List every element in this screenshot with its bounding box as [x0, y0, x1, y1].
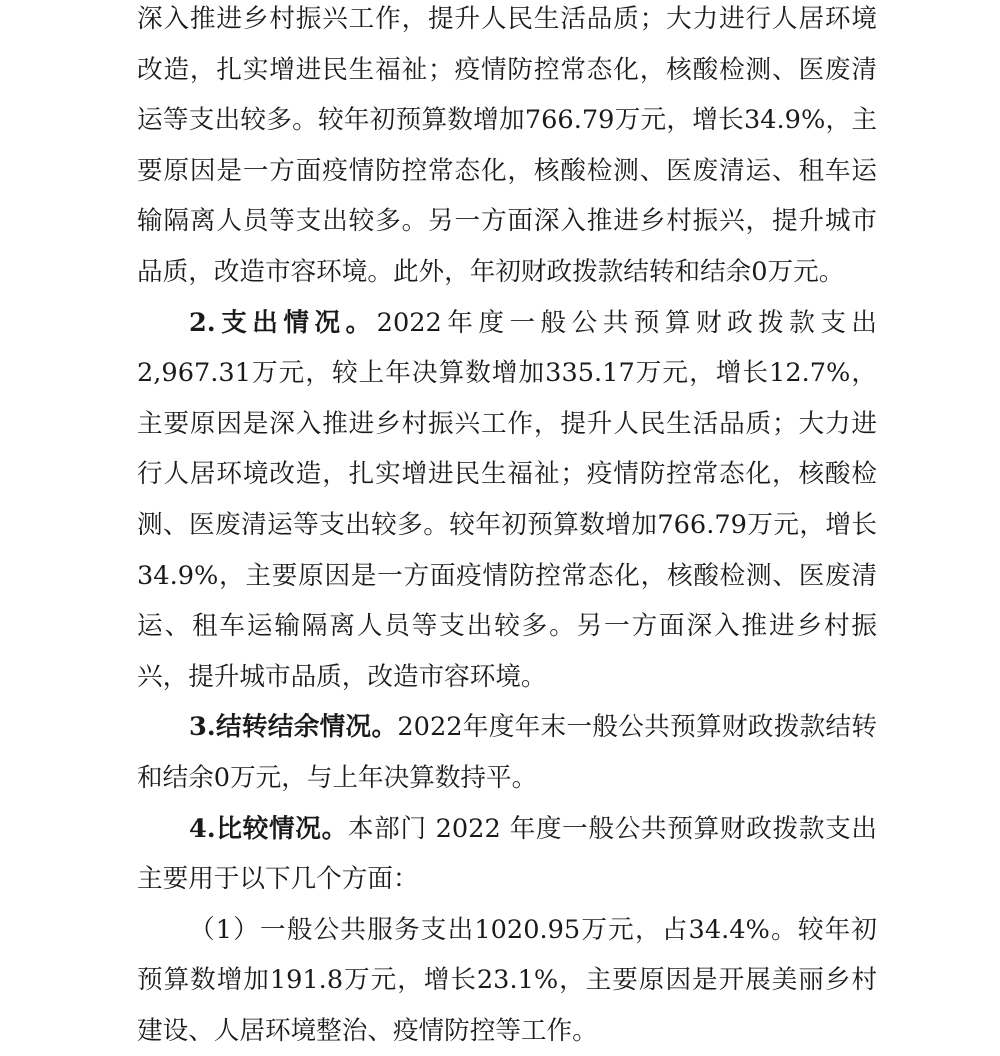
section-heading-expenditure: 2.支出情况。 [189, 307, 377, 338]
paragraph-carryover [137, 702, 877, 803]
document-page [137, 0, 877, 1056]
paragraph-text: 2022年度一般公共预算财政拨款支出2,967.31万元，较上年决算数增加335.17万元，增长12.7%，主要原因是深入推进乡村振兴工作，提升人民生活品质；大力进行人居环境改造，扎实增进民生福祉；疫情防控常态化，核酸检测、医废清运等支出较多。较年初预算数增加766.79万元，增长34.9%，主要原因是一方面疫情防控常态化，核酸检测、医废清运、租车运输隔离人员等支出较多。另一方面深入推进乡村振兴，提升城市品质，改造市容环境。 [137, 307, 878, 692]
paragraph-text: 深入推进乡村振兴工作，提升人民生活品质；大力进行人居环境改造，扎实增进民生福祉；疫情防控常态化，核酸检测、医废清运等支出较多。较年初预算数增加766.79万元，增长34.9%，主要原因是一方面疫情防控常态化，核酸检测、医废清运、租车运输隔离人员等支出较多。另一方面深入推进乡村振兴，提升城市品质，改造市容环境。此外，年初财政拨款结转和结余0万元。 [137, 4, 877, 287]
section-heading-comparison: 4.比较情况。 [189, 813, 348, 844]
section-heading-carryover: 3.结转结余情况。 [189, 712, 398, 743]
paragraph-comparison [137, 804, 877, 905]
paragraph-text: （1）一般公共服务支出1020.95万元，占34.4%。较年初预算数增加191.8万元，增长23.1%，主要原因是开展美丽乡村建设、人居环境整治、疫情防控等工作。 [137, 914, 877, 1046]
paragraph-general-public-services [137, 905, 877, 1056]
paragraph-text: 2022年度年末一般公共预算财政拨款结转和结余0万元，与上年决算数持平。 [137, 712, 877, 793]
paragraph-income-continuation [137, 0, 877, 298]
paragraph-text: 本部门 2022 年度一般公共预算财政拨款支出主要用于以下几个方面： [137, 813, 877, 895]
paragraph-expenditure [137, 298, 877, 703]
